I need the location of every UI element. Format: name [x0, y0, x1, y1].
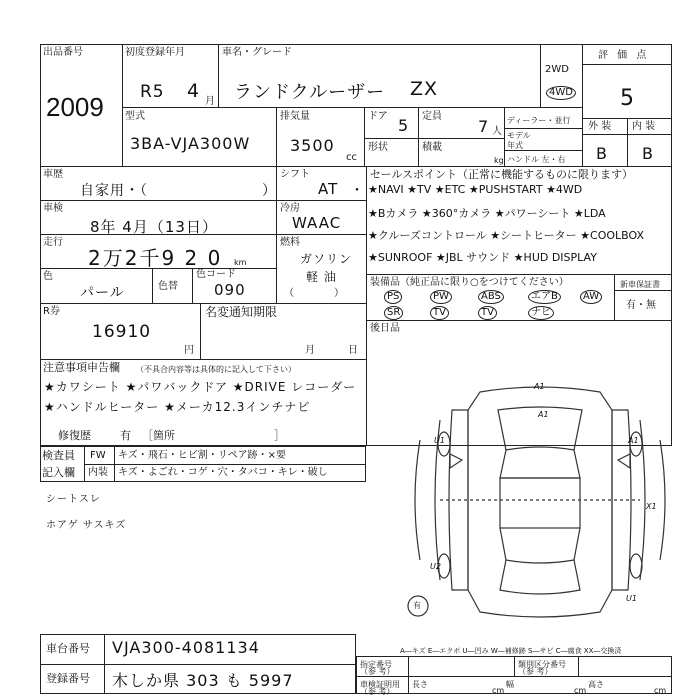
score-value: 5 [620, 86, 635, 111]
length-unit: cm [492, 686, 505, 695]
ac-value: WAAC [292, 214, 342, 232]
fuel-label: 燃料 [280, 237, 300, 248]
equipment-ps: PS [384, 290, 402, 304]
spare-tire-mark: 有 [413, 601, 421, 610]
damage-mark-u1: U1 [434, 436, 445, 445]
width-label: 幅 [506, 680, 514, 689]
equipment-abs: ABS [478, 290, 504, 304]
year-label: 年式 [507, 141, 523, 150]
designation-label: 指定番号 [360, 660, 392, 669]
damage-mark-a1-right: A1 [628, 436, 639, 445]
equipment-navi: ナビ [528, 306, 554, 320]
color-code-label: 色コード [196, 269, 236, 280]
r-ticket-label: R券 [43, 306, 60, 317]
drive-4wd: 4WD [546, 86, 576, 100]
notes-line1: ★カワシート ★パワバックドア ★DRIVE レコーダー [44, 380, 357, 394]
inspector-entry-label: 記入欄 [42, 466, 75, 479]
interior-label: 内 装 [632, 121, 656, 132]
inspection-label: 車検 [43, 203, 63, 214]
notes-sub: （不具合内容等は具体的に記入して下さい） [136, 365, 296, 374]
doors-label: ドア [368, 111, 388, 122]
dealer-label: ディーラー・並行 [507, 116, 571, 125]
equipment-tv1: TV [430, 306, 449, 320]
capacity-value: 7 [478, 117, 490, 136]
sales-point-line: ★クルーズコントロール ★シートヒーター ★COOLBOX [368, 229, 645, 242]
damage-mark-u2: U2 [430, 562, 441, 571]
score-label: 評 価 点 [598, 50, 650, 61]
color-label: 色 [43, 271, 53, 282]
cert-label: 車検証明用 [360, 680, 400, 689]
shift-dot: ・ [350, 183, 365, 199]
chassis-label: 車台番号 [46, 642, 90, 655]
damage-mark-a1: A1 [534, 382, 545, 391]
equipment-airbag: エアB [528, 290, 561, 304]
mileage-value: 2万2千9 2 0 [88, 246, 223, 270]
sales-points-label: セールスポイント（正常に機能するものに限ります） [370, 168, 634, 181]
fuel-diesel: 軽 油 [306, 270, 337, 284]
repair-label: 修復歴 [58, 429, 91, 442]
load-unit: kg [494, 156, 504, 165]
registration-number: 木しか県 303 も 5997 [112, 671, 294, 690]
handwritten-note: ホアゲ サスキズ [46, 520, 127, 531]
guarantee-value: 有・無 [626, 300, 656, 311]
height-label: 高さ [588, 680, 604, 689]
first-reg-label: 初度登録年月 [125, 47, 185, 58]
interior-insp-text: キズ・よごれ・コゲ・穴・タバコ・キレ・破し [118, 467, 328, 478]
mileage-unit: km [234, 258, 247, 267]
doors-value: 5 [398, 116, 410, 135]
drive-2wd: 2WD [545, 64, 569, 75]
color-code: 090 [214, 281, 246, 299]
height-unit: cm [654, 686, 667, 695]
handwritten-note: シートスレ [46, 494, 101, 505]
color-change-label: 色替 [158, 281, 178, 292]
equipment-sr: SR [384, 306, 403, 320]
history-label: 車歴 [43, 169, 63, 180]
fuel-gasoline: ガソリン [300, 252, 353, 266]
model-name-label: 車名・グレード [222, 47, 292, 58]
after-items-label: 後日品 [370, 323, 400, 334]
inspector-label: 検査員 [42, 449, 75, 462]
color-value: パール [80, 285, 125, 301]
model-name: ランドクルーザー [234, 82, 386, 103]
exterior-label: 外 装 [588, 121, 612, 132]
cert-ref: （参 考） [360, 687, 395, 696]
equipment-tv2: TV [478, 306, 497, 320]
shift-label: シフト [280, 169, 310, 180]
handle-label: ハンドル 左・右 [507, 155, 566, 164]
fuel-paren: （ ） [284, 288, 344, 299]
repair-bracket: ［箇所 ］ [142, 429, 285, 442]
sales-point-line: ★NAVI ★TV ★ETC ★PUSHSTART ★4WD [368, 183, 583, 196]
model-code-label: 型式 [125, 111, 145, 122]
equipment-aw: AW [580, 290, 602, 304]
history-value: 自家用・（ [80, 183, 148, 199]
model-code: 3BA-VJA300W [130, 134, 251, 153]
interior-insp-label: 内装 [88, 467, 108, 478]
chassis-number: VJA300-4081134 [112, 638, 260, 657]
transfer-day: 日 [348, 345, 358, 356]
capacity-label: 定員 [422, 111, 442, 122]
first-reg-era: R5 [140, 82, 165, 102]
sales-point-line: ★Bカメラ ★360°カメラ ★パワーシート ★LDA [368, 207, 606, 220]
interior-score: B [642, 144, 654, 163]
notes-line2: ★ハンドルヒーター ★メーカ12.3インチナビ [44, 400, 311, 414]
repair-value: 有 [120, 429, 131, 442]
notes-label: 注意事項申告欄 [43, 361, 120, 374]
damage-mark-a1-hood: A1 [538, 410, 549, 419]
displacement-unit: cc [346, 152, 357, 163]
class-ref: （参 考） [518, 667, 553, 676]
lot-number: 2009 [46, 92, 104, 122]
lot-label: 出品番号 [43, 47, 83, 58]
fw-text: キズ・飛石・ヒビ割・リペア跡・×要 [118, 450, 286, 461]
transfer-month: 月 [305, 345, 315, 356]
shape-label: 形状 [368, 142, 388, 153]
damage-legend: A―キズ E―エクボ U―凹み W―補修跡 S―サビ C―腐食 XX―交換済 [400, 647, 622, 655]
equipment-pw: PW [430, 290, 452, 304]
exterior-score: B [596, 144, 608, 163]
fw-label: FW [90, 450, 106, 461]
shift-value: AT [318, 180, 339, 198]
r-ticket-value: 16910 [92, 322, 152, 342]
capacity-unit: 人 [492, 126, 502, 137]
displacement-value: 3500 [290, 136, 335, 155]
history-close: ） [262, 183, 277, 199]
length-label: 長さ [412, 680, 428, 689]
designation-ref: （参 考） [360, 667, 395, 676]
registration-label: 登録番号 [46, 672, 90, 685]
width-unit: cm [574, 686, 587, 695]
damage-mark-u1-rear: U1 [626, 594, 637, 603]
sales-point-line: ★SUNROOF ★JBL サウンド ★HUD DISPLAY [368, 251, 597, 264]
r-ticket-unit: 円 [184, 345, 194, 356]
ac-label: 冷房 [280, 203, 300, 214]
first-reg-month: 4 [187, 80, 201, 102]
mileage-label: 走行 [43, 237, 63, 248]
class-label: 類別区分番号 [518, 660, 566, 669]
displacement-label: 排気量 [280, 111, 310, 122]
first-reg-month-unit: 月 [205, 96, 215, 107]
model-grade: ZX [410, 78, 439, 100]
transfer-label: 名変通知期限 [205, 305, 278, 319]
damage-mark-x1: X1 [646, 502, 657, 511]
model-year-label: モデル [507, 131, 531, 140]
load-label: 積載 [422, 142, 442, 153]
guarantee-label: 新車保証書 [620, 280, 660, 289]
equipment-label: 装備品（純正品に限り○をつけてください） [370, 277, 569, 288]
inspection-value: 8年 4月（13日） [90, 218, 218, 236]
